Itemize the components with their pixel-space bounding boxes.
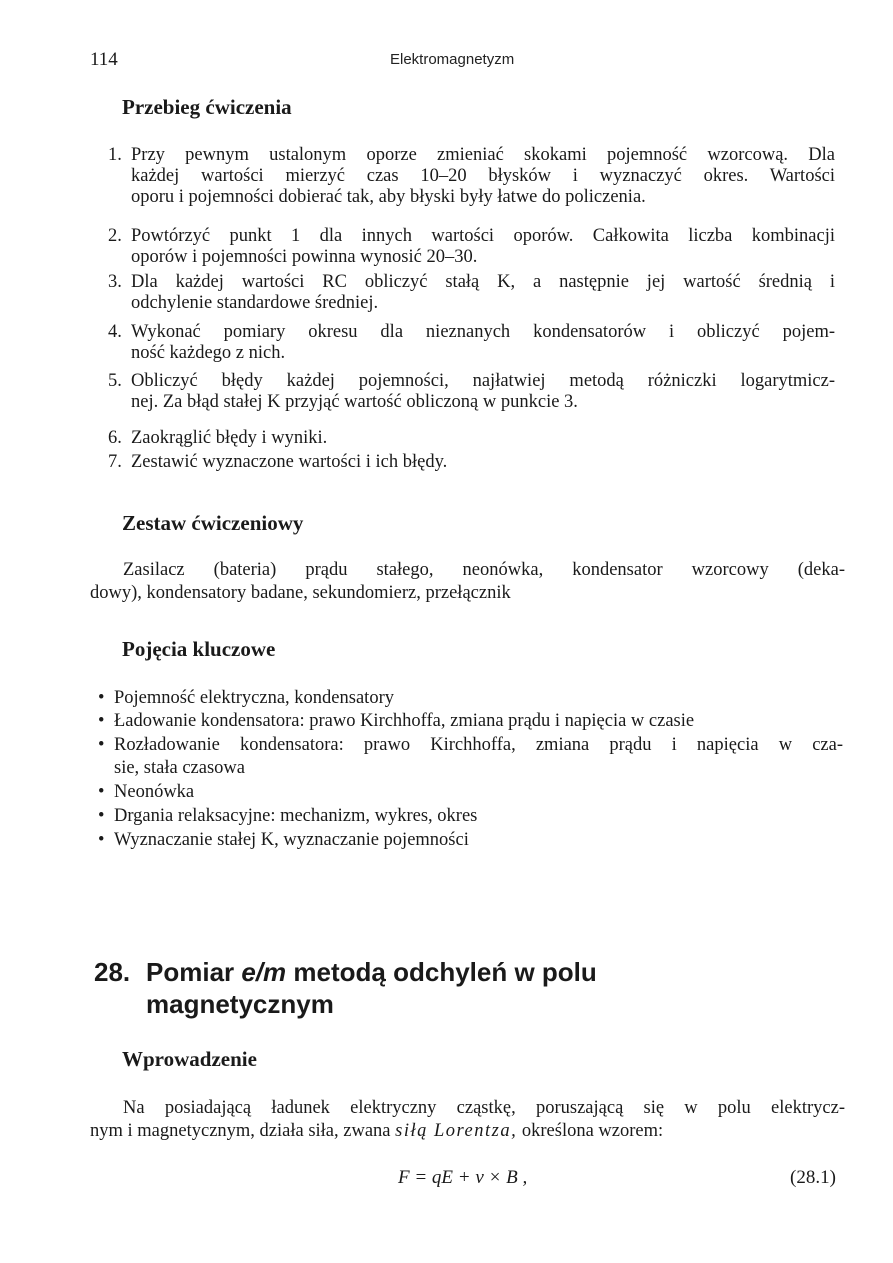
step-line: Przy pewnym ustalonym oporze zmieniać skokami pojemność wzorcową. Dla [131, 145, 835, 165]
step-text [131, 371, 835, 413]
key-concept-text [114, 781, 843, 804]
equipment-paragraph [90, 559, 845, 605]
step-text [131, 322, 835, 364]
running-title: Elektromagnetyzm [390, 51, 515, 68]
key-concept-line: Ładowanie kondensatora: prawo Kirchhoffa, zmiana prądu i napięcia w czasie [114, 711, 695, 731]
bullet-icon: • [98, 830, 105, 850]
chapter-title-text [146, 956, 706, 1020]
intro-paragraph [90, 1097, 845, 1143]
chapter-number: 28. [94, 957, 131, 987]
step-text [131, 226, 835, 268]
step-text [131, 145, 835, 208]
key-concept-text [114, 829, 843, 852]
step-line: ność każdego z nich. [131, 343, 286, 363]
page-number: 114 [90, 49, 118, 70]
intro-line-2-text: nym i magnetycznym, działa siła, zwana [90, 1121, 396, 1141]
step-line: Dla każdej wartości RC obliczyć stałą K, a następnie jej wartość średnią i [131, 272, 835, 292]
chapter-title-italic: e/m [241, 957, 287, 987]
equation-number: (28.1) [790, 1167, 836, 1188]
bullet-icon: • [98, 711, 105, 731]
key-concept-line: Wyznaczanie stałej K, wyznaczanie pojemności [114, 830, 469, 850]
key-concept-line: sie, stała czasowa [114, 758, 245, 778]
step-line: Zestawić wyznaczone wartości i ich błędy. [131, 452, 448, 472]
step-line: nej. Za błąd stałej K przyjąć wartość obliczoną w punkcie 3. [131, 392, 578, 412]
section-heading-wprowadzenie: Wprowadzenie [122, 1047, 257, 1071]
section-heading-pojecia: Pojęcia kluczowe [122, 637, 276, 661]
step-text [131, 428, 835, 449]
step-text [131, 272, 835, 314]
step-line: Powtórzyć punkt 1 dla innych wartości oporów. Całkowita liczba kombinacji [131, 226, 835, 246]
equipment-line-2: dowy), kondensatory badane, sekundomierz, przełącznik [90, 583, 511, 603]
key-concept-text [114, 687, 843, 710]
page-header [90, 49, 850, 73]
step-line: Wykonać pomiary okresu dla nieznanych kondensatorów i obliczyć pojem- [131, 322, 835, 342]
step-number: 7. [108, 452, 122, 472]
bullet-icon: • [98, 806, 105, 826]
section-heading-zestaw: Zestaw ćwiczeniowy [122, 511, 304, 535]
chapter-title-line2: magnetycznym [146, 989, 334, 1019]
key-concept-text [114, 734, 843, 780]
step-line: oporu i pojemności dobierać tak, aby błyski były łatwe do policzenia. [131, 187, 646, 207]
key-concept-line: Rozładowanie kondensatora: prawo Kirchhoffa, zmiana prądu i napięcia w cza- [114, 735, 843, 755]
chapter-title-part: metodą odchyleń w polu [286, 957, 597, 987]
chapter-title-part: Pomiar [146, 957, 242, 987]
intro-line-2 [90, 1120, 845, 1143]
key-concept-line: Neonówka [114, 782, 195, 802]
step-line: Obliczyć błędy każdej pojemności, najłatwiej metodą różniczki logarytmicz- [131, 371, 835, 391]
bullet-icon: • [98, 735, 105, 755]
intro-line-2-text: określona wzorem: [517, 1121, 664, 1141]
equation-formula: F = qE + v × B , [398, 1167, 528, 1188]
key-concept-text [114, 805, 843, 828]
bullet-icon: • [98, 782, 105, 802]
lorentz-term: siłą Lorentza, [395, 1121, 518, 1141]
intro-line-1: Na posiadającą ładunek elektryczny cząstkę, poruszającą się w polu elektrycz- [123, 1098, 845, 1118]
key-concept-line: Drgania relaksacyjne: mechanizm, wykres, okres [114, 806, 478, 826]
bullet-icon: • [98, 688, 105, 708]
section-heading-przebieg: Przebieg ćwiczenia [122, 95, 292, 119]
step-number: 1. [108, 145, 122, 165]
equipment-line-1: Zasilacz (bateria) prądu stałego, neonówka, kondensator wzorcowy (deka- [123, 560, 845, 580]
step-line: każdej wartości mierzyć czas 10–20 błysków i wyznaczyć okres. Wartości [131, 166, 835, 186]
step-line: odchylenie standardowe średniej. [131, 293, 379, 313]
key-concept-line: Pojemność elektryczna, kondensatory [114, 688, 394, 708]
step-line: Zaokrąglić błędy i wyniki. [131, 428, 328, 448]
step-text [131, 452, 835, 473]
step-number: 2. [108, 226, 122, 246]
step-number: 5. [108, 371, 122, 391]
step-number: 4. [108, 322, 122, 342]
step-number: 3. [108, 272, 122, 292]
step-line: oporów i pojemności powinna wynosić 20–30. [131, 247, 478, 267]
step-number: 6. [108, 428, 122, 448]
key-concept-text [114, 710, 843, 733]
